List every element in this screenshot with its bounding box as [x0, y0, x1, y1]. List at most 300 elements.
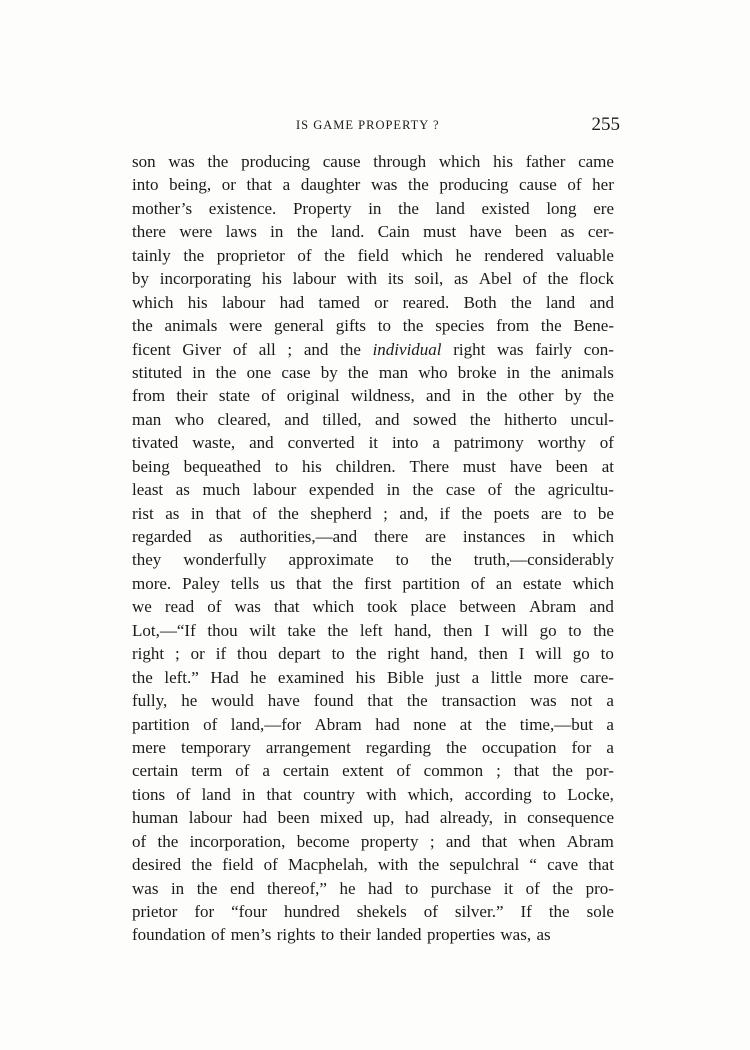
word: cave	[547, 855, 579, 875]
text-line	[132, 923, 614, 946]
word: Paley	[182, 573, 220, 593]
word: and	[284, 409, 309, 429]
word: the	[340, 339, 361, 359]
word: their	[176, 386, 208, 406]
word: in	[242, 784, 256, 804]
word: Abram	[314, 714, 362, 734]
word: much	[202, 480, 241, 500]
word: partition	[132, 714, 190, 734]
word: to	[395, 550, 409, 570]
word: long	[546, 198, 577, 218]
word: valuable	[556, 245, 614, 265]
word: hand,	[394, 620, 432, 640]
word: state	[218, 386, 250, 406]
word: more	[533, 667, 569, 687]
word: transaction	[441, 691, 517, 711]
word: came	[578, 152, 614, 171]
word: at	[601, 456, 614, 476]
word: that	[588, 855, 614, 875]
word: pro-	[585, 878, 614, 898]
word: producing	[439, 175, 509, 195]
word: right	[132, 644, 165, 664]
word: ;	[287, 339, 293, 359]
word: fairly	[535, 339, 573, 359]
word: land	[545, 292, 576, 312]
word: hitherto	[504, 409, 558, 429]
running-head: IS GAME PROPERTY ?	[296, 118, 440, 132]
word: I	[518, 644, 525, 664]
word: of	[263, 855, 278, 875]
text-line	[132, 361, 614, 384]
word: in	[270, 222, 284, 242]
word: will	[535, 644, 562, 664]
word: cause	[518, 175, 557, 195]
word: of	[132, 831, 147, 851]
text-line	[132, 572, 614, 595]
word: thou	[237, 644, 268, 664]
word: then	[443, 620, 473, 640]
word: estate	[522, 573, 562, 593]
word: country	[303, 784, 356, 804]
word: the	[347, 362, 369, 382]
word: silver.”	[454, 902, 504, 921]
word: and	[249, 433, 274, 453]
word: certain	[282, 761, 330, 781]
word: the	[132, 667, 153, 687]
word: the	[327, 620, 349, 640]
word: men’s	[230, 925, 272, 945]
word: sepulchral	[449, 855, 520, 875]
word: uncul-	[570, 409, 614, 429]
word: daughter	[300, 175, 361, 195]
word: land,—for	[230, 714, 302, 734]
word: hand,	[430, 644, 468, 664]
word: cleared,	[217, 409, 271, 429]
word: of	[470, 573, 486, 593]
word: a	[606, 691, 614, 711]
word: ;	[429, 831, 435, 851]
word: who	[174, 409, 205, 429]
word: into	[132, 175, 159, 195]
word: temporary	[181, 737, 251, 757]
word: or	[221, 175, 236, 195]
word: that	[273, 597, 300, 617]
word: cause	[322, 152, 361, 171]
word: Locke,	[567, 784, 614, 804]
word: to	[274, 456, 289, 476]
word: Abram	[566, 831, 614, 851]
word: care-	[579, 667, 614, 687]
text-line	[132, 408, 614, 431]
word: that	[513, 761, 540, 781]
word: incorporation,	[189, 831, 286, 851]
word: other	[518, 386, 554, 406]
text-line	[132, 150, 614, 173]
word: examined	[277, 667, 345, 687]
word: the	[132, 316, 153, 336]
word: occupation	[481, 737, 557, 757]
word: first	[364, 573, 392, 593]
word: producing	[241, 152, 310, 171]
word: for	[194, 902, 215, 921]
word: extent	[342, 761, 384, 781]
word: at	[459, 714, 473, 734]
word: as	[165, 503, 180, 523]
word: by	[564, 386, 582, 406]
word: case	[445, 480, 476, 500]
word: his	[262, 269, 282, 289]
word: the	[593, 386, 614, 406]
word: will	[501, 620, 528, 640]
word: none	[413, 714, 447, 734]
word: which	[572, 573, 614, 593]
word: were	[229, 316, 263, 336]
word: of	[207, 597, 222, 617]
word: already,	[439, 808, 493, 828]
word: was	[234, 597, 261, 617]
word: must	[462, 456, 496, 476]
word: the	[278, 503, 299, 523]
word: the	[296, 222, 318, 242]
text-line	[132, 338, 614, 361]
word: mere	[132, 737, 166, 757]
word: of	[211, 925, 226, 945]
word: tells	[230, 573, 260, 593]
word: wildness,	[350, 386, 415, 406]
word: he	[339, 878, 356, 898]
word: and	[589, 597, 614, 617]
text-line	[132, 455, 614, 478]
word: the	[514, 480, 536, 500]
word: in	[192, 362, 206, 382]
word: from	[132, 386, 166, 406]
word: landed	[376, 925, 422, 945]
word: If	[520, 902, 532, 921]
word: depart	[278, 644, 321, 664]
word: land	[435, 198, 465, 218]
word: which	[572, 527, 614, 546]
word: been	[277, 808, 310, 828]
word: tivated	[132, 433, 179, 453]
word: go	[539, 620, 557, 640]
word: labour	[292, 269, 337, 289]
word: father	[525, 152, 566, 171]
word: had	[375, 714, 400, 734]
body-text	[132, 150, 614, 947]
word: of	[522, 269, 537, 289]
word: bequeathed	[183, 456, 262, 476]
word: the	[547, 269, 569, 289]
word: the	[548, 902, 570, 921]
word: to	[573, 503, 587, 523]
word: ;	[496, 761, 501, 781]
word: Macphelah,	[287, 855, 368, 875]
word: broke	[457, 362, 497, 382]
text-line	[132, 900, 614, 923]
word: soil,	[414, 269, 444, 289]
word: regarding	[365, 737, 432, 757]
word: animals	[164, 316, 218, 336]
word: in	[368, 198, 382, 218]
word: which	[438, 152, 481, 171]
word: from	[496, 316, 530, 336]
word: the	[355, 644, 377, 664]
word: took	[367, 597, 398, 617]
word: an	[495, 573, 512, 593]
word: or	[190, 644, 205, 664]
word: that	[296, 573, 322, 593]
word: of	[261, 386, 276, 406]
word: the	[406, 691, 428, 711]
word: field	[222, 855, 254, 875]
word: between	[459, 597, 516, 617]
word: in	[170, 878, 185, 898]
word: instances	[462, 527, 526, 546]
word: There	[409, 456, 450, 476]
word: ;	[383, 503, 388, 523]
word: by	[132, 269, 149, 289]
word: the	[191, 855, 213, 875]
word: mixed	[320, 808, 363, 828]
word: foundation	[132, 925, 206, 945]
word: his	[187, 292, 208, 312]
word: children.	[335, 456, 396, 476]
word: the	[469, 409, 491, 429]
word: tainly	[132, 245, 171, 265]
word: wonderfully	[183, 550, 267, 570]
word: to	[568, 620, 582, 640]
word: the	[510, 292, 532, 312]
word: of	[423, 902, 438, 921]
word: general	[273, 316, 324, 336]
word: in	[461, 386, 476, 406]
word: found	[313, 691, 354, 711]
word: its	[387, 269, 404, 289]
word: of	[297, 245, 312, 265]
word: waste,	[192, 433, 236, 453]
word: purchase	[430, 878, 492, 898]
word: which	[312, 597, 355, 617]
word: according	[464, 784, 532, 804]
word: of	[232, 339, 247, 359]
word: rights	[276, 925, 316, 945]
word: a	[262, 761, 270, 781]
word: in	[503, 808, 517, 828]
word: a	[282, 175, 291, 195]
word: which	[132, 292, 174, 312]
word: Bene-	[573, 316, 614, 336]
word: and	[445, 831, 471, 851]
text-line	[132, 689, 614, 712]
word: as	[208, 527, 223, 546]
word: labour	[188, 808, 233, 828]
word: that	[481, 831, 508, 851]
word: “four	[231, 902, 267, 921]
text-line	[132, 197, 614, 220]
word: the	[430, 550, 452, 570]
text-line	[132, 384, 614, 407]
word: agricultu-	[547, 480, 614, 500]
word: land.	[330, 222, 365, 242]
word: prietor	[132, 902, 178, 921]
word: the	[530, 362, 551, 382]
word: labour	[221, 292, 266, 312]
word: Giver	[182, 339, 222, 359]
word: are	[425, 527, 446, 546]
word: the	[398, 198, 419, 218]
text-line	[132, 713, 614, 736]
word: into	[391, 433, 419, 453]
text-line	[132, 736, 614, 759]
word: truth,—considerably	[473, 550, 614, 570]
text-line	[132, 595, 614, 618]
word: animals	[561, 362, 614, 382]
word: shepherd	[310, 503, 372, 523]
word: land	[201, 784, 231, 804]
text-line	[132, 431, 614, 454]
word: there	[374, 527, 409, 546]
word: be	[597, 503, 614, 523]
word: must	[423, 222, 457, 242]
word: incorporating	[159, 269, 252, 289]
word: rendered	[484, 245, 544, 265]
word: right	[453, 339, 486, 359]
word: little	[490, 667, 522, 687]
word: was	[530, 691, 557, 711]
word: existed	[481, 198, 530, 218]
word: the	[461, 503, 483, 523]
word: Bible	[387, 667, 424, 687]
word: con-	[583, 339, 614, 359]
word: fully,	[132, 691, 168, 711]
word: a	[606, 714, 614, 734]
word: tions	[132, 784, 166, 804]
word: Both	[463, 292, 497, 312]
word: more.	[132, 573, 172, 593]
word: being,	[169, 175, 212, 195]
word: sole	[586, 902, 614, 921]
word: the	[552, 761, 573, 781]
word: left	[359, 620, 383, 640]
word: human	[132, 808, 179, 828]
text-line	[132, 478, 614, 501]
word: was	[370, 175, 398, 195]
word: if	[439, 503, 450, 523]
word: he	[250, 667, 267, 687]
word: tamed	[318, 292, 360, 312]
word: ;	[175, 644, 180, 664]
word: a	[606, 737, 614, 757]
word: with	[377, 855, 409, 875]
word: the	[540, 316, 562, 336]
word: her	[592, 175, 614, 195]
word: who	[418, 362, 448, 382]
word: term	[191, 761, 223, 781]
word: to	[320, 925, 335, 945]
word: have	[469, 222, 502, 242]
word: of	[396, 761, 411, 781]
word: of	[235, 761, 250, 781]
word: his	[493, 152, 513, 171]
word: was,	[500, 925, 532, 945]
word: gifts	[335, 316, 366, 336]
word: a	[471, 667, 480, 687]
word: just	[435, 667, 460, 687]
word: the	[408, 175, 429, 195]
word: in	[386, 480, 400, 500]
word: proprietor	[216, 245, 285, 265]
word: field	[357, 245, 389, 265]
word: the	[183, 245, 205, 265]
word: wilt	[249, 620, 276, 640]
word: which,	[407, 784, 454, 804]
word: if	[215, 644, 227, 664]
text-line	[132, 173, 614, 196]
word: been	[555, 456, 588, 476]
word: common	[423, 761, 484, 781]
word: that	[246, 175, 273, 195]
text-line	[132, 877, 614, 900]
word: man	[132, 409, 162, 429]
word: when	[518, 831, 556, 851]
word: as	[560, 222, 575, 242]
word: arrangement	[265, 737, 351, 757]
word: least	[132, 480, 164, 500]
page-header	[120, 114, 620, 140]
word: the	[196, 878, 218, 898]
word: in	[506, 362, 520, 382]
word: which	[401, 245, 443, 265]
word: or	[374, 292, 389, 312]
word: existence.	[208, 198, 277, 218]
word: to	[331, 644, 345, 664]
word: that	[266, 784, 292, 804]
word: the	[418, 855, 440, 875]
word: go	[572, 644, 590, 664]
word: ere	[593, 198, 614, 218]
word: of	[176, 784, 191, 804]
word: of	[599, 433, 614, 453]
word: as	[536, 925, 551, 945]
word: case	[281, 362, 311, 382]
word: in	[542, 527, 556, 546]
word: the	[593, 620, 614, 640]
word: were	[179, 222, 213, 242]
word: that	[215, 503, 241, 523]
word: species	[435, 316, 485, 336]
word: the	[485, 714, 507, 734]
word: regarded	[132, 527, 192, 546]
word: Abel	[478, 269, 512, 289]
word: by	[320, 362, 338, 382]
word: his	[355, 667, 376, 687]
text-line	[132, 619, 614, 642]
word: it	[503, 878, 514, 898]
text-line	[132, 783, 614, 806]
word: the	[402, 316, 424, 336]
word: was	[497, 339, 524, 359]
word: converted	[287, 433, 355, 453]
text-line	[132, 314, 614, 337]
page-number: 255	[591, 114, 620, 135]
word: thou	[207, 620, 238, 640]
word: a	[432, 433, 440, 453]
word: had	[279, 292, 305, 312]
text-line	[132, 853, 614, 876]
word: was	[168, 152, 195, 171]
word: to	[377, 316, 391, 336]
word: the	[157, 831, 179, 851]
